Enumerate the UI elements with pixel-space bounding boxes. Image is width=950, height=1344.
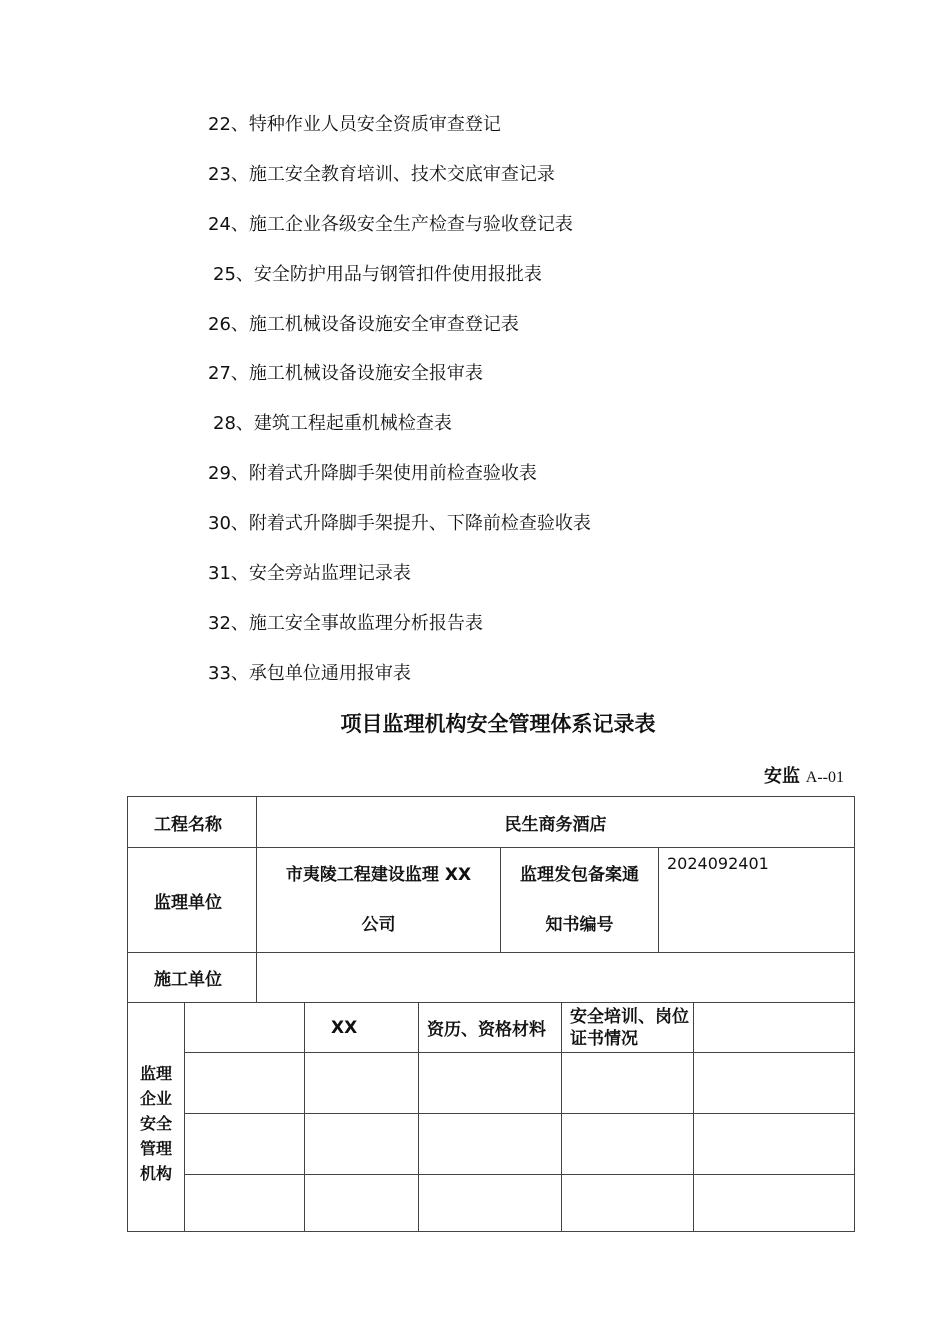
supervisor-value [257,848,501,953]
contractor-label: 施工单位 [128,953,257,1003]
list-item: 33、承包单位通用报审表 [208,662,411,684]
table-cell [185,1053,305,1114]
table-row [128,1114,855,1175]
org-label-line: 安全 [139,1113,172,1133]
table-cell [305,1053,419,1114]
table-cell [562,1053,694,1114]
table-cell [305,1114,419,1175]
supervisor-line-1: 市夷陵工程建设监理 XX [285,865,472,885]
table-row [128,1175,855,1232]
form-code-number: A--01 [805,769,844,786]
form-code-prefix: 安监 [764,766,801,787]
table-row [128,1053,855,1114]
project-name-label: 工程名称 [128,797,257,848]
table-cell [562,1175,694,1232]
notice-label [501,848,659,953]
notice-number: 2024092401 [659,848,855,953]
list-item: 25、安全防护用品与钢管扣件使用报批表 [213,263,542,285]
table-cell [419,1175,562,1232]
list-item: 27、施工机械设备设施安全报审表 [208,363,483,385]
supervisor-label: 监理单位 [128,848,257,953]
table-cell [185,1175,305,1232]
table-cell [419,1053,562,1114]
project-name-value: 民生商务酒店 [257,797,855,848]
list-item: 22、特种作业人员安全资质审查登记 [208,114,501,135]
col-header-1 [185,1003,305,1053]
col-header-training: 安全培训、岗位证书情况 [562,1003,694,1053]
table-cell [305,1175,419,1232]
org-label-line: 机构 [139,1163,172,1183]
col-header-5 [694,1003,855,1053]
record-table [127,796,855,1232]
table-cell [694,1053,855,1114]
list-item: 29、附着式升降脚手架使用前检查验收表 [208,463,537,485]
supervisor-line-2: 公司 [361,915,396,935]
org-label-line: 监理 [139,1063,172,1083]
notice-label-line-1: 监理发包备案通 [520,865,639,885]
table-cell [694,1114,855,1175]
list-item: 26、施工机械设备设施安全审查登记表 [208,313,519,335]
notice-label-line-2: 知书编号 [545,915,614,935]
list-item: 31、安全旁站监理记录表 [208,563,411,585]
list-item: 28、建筑工程起重机械检查表 [213,413,452,435]
form-list [208,112,591,711]
form-code [764,762,844,788]
col-header-qualification: 资历、资格材料 [419,1003,562,1053]
contractor-value [257,953,855,1003]
list-item: 23、施工安全教育培训、技术交底审查记录 [208,163,555,185]
col-header-name: XX [305,1003,419,1053]
org-label-line: 企业 [139,1088,172,1108]
table-cell [419,1114,562,1175]
list-item: 30、附着式升降脚手架提升、下降前检查验收表 [208,513,591,535]
org-label [128,1003,185,1232]
table-cell [185,1114,305,1175]
list-item: 32、施工安全事故监理分析报告表 [208,612,483,634]
table-cell [562,1114,694,1175]
org-label-line: 管理 [139,1138,172,1158]
list-item: 24、施工企业各级安全生产检查与验收登记表 [208,213,573,235]
form-title: 项目监理机构安全管理体系记录表 [340,712,656,736]
table-cell [694,1175,855,1232]
